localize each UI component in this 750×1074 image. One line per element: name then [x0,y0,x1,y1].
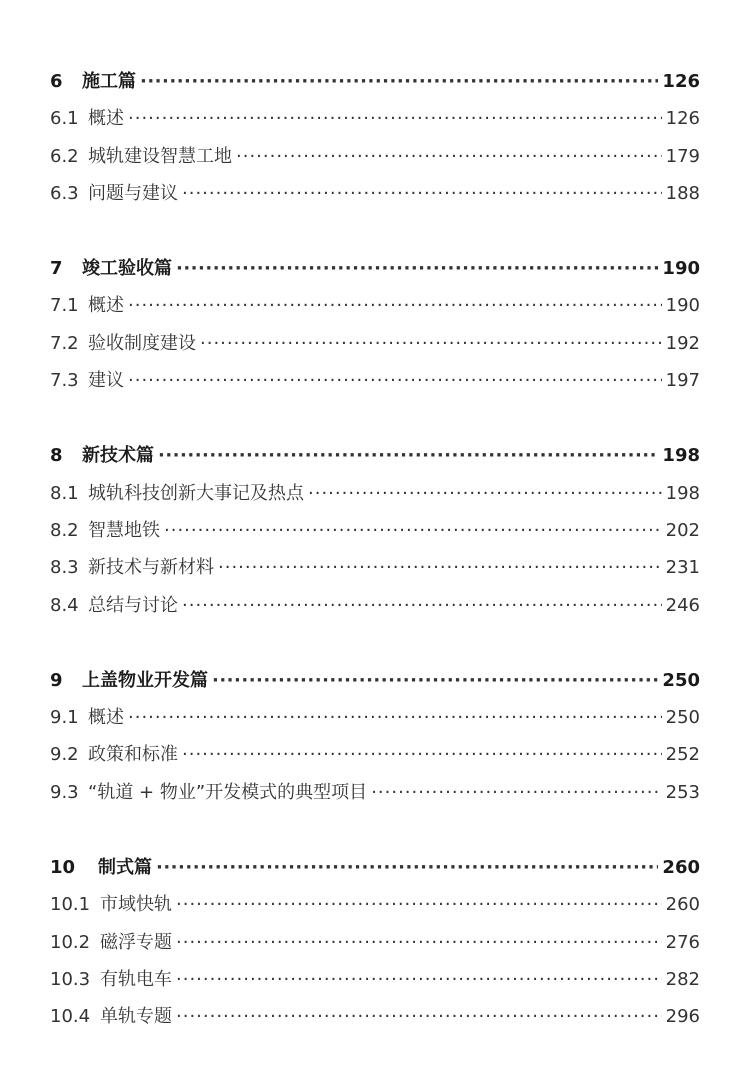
page-number: 192 [665,332,700,354]
page-number: 231 [665,557,700,579]
chapter-8 [50,437,700,623]
toc-chapter-entry[interactable] [50,250,700,287]
chapter-number: 6 [50,71,63,92]
chapter-6 [50,63,700,212]
chapter-9 [50,662,700,811]
toc-section-entry[interactable] [50,549,700,586]
dot-leader [128,287,662,324]
page-number: 246 [665,594,700,616]
table-of-contents [50,63,700,1074]
page-number: 202 [665,519,700,541]
toc-section-entry[interactable] [50,325,700,362]
toc-section-entry[interactable] [50,175,700,212]
section-number: 10.2 [50,931,91,953]
page-number: 250 [662,669,700,691]
section-number: 8.2 [50,519,79,541]
dot-leader [176,886,662,923]
toc-section-entry[interactable] [50,736,700,773]
toc-chapter-entry[interactable] [50,662,700,699]
section-number: 7.2 [50,332,79,354]
toc-section-entry[interactable] [50,961,700,998]
page-number: 250 [665,707,700,729]
toc-section-entry[interactable] [50,100,700,137]
dot-leader [176,998,662,1035]
chapter-7 [50,250,700,399]
toc-section-entry[interactable] [50,138,700,175]
chapter-title: 上盖物业开发篇 [82,669,208,691]
page-number: 126 [662,71,700,92]
chapter-title: 新技术篇 [82,445,154,467]
chapter-number: 7 [50,258,63,280]
dot-leader [182,736,662,773]
page-number: 198 [665,482,700,504]
section-title: 有轨电车 [100,968,172,990]
page-number: 260 [662,857,700,879]
toc-section-entry[interactable] [50,886,700,923]
toc-section-entry[interactable] [50,287,700,324]
section-title: 建议 [88,370,124,392]
page-number: 190 [662,258,700,280]
chapter-number: 10 [50,857,76,879]
dot-leader [128,100,662,137]
dot-leader [308,475,662,512]
section-number: 6.2 [50,145,79,167]
section-title: 智慧地铁 [88,519,160,541]
section-title: 磁浮专题 [100,931,172,953]
dot-leader [236,138,662,175]
chapter-10 [50,849,700,1035]
dot-leader [182,587,662,624]
dot-leader [176,250,658,287]
toc-section-entry[interactable] [50,362,700,399]
chapter-number: 9 [50,669,63,691]
toc-section-entry[interactable] [50,774,700,811]
dot-leader [158,437,658,474]
section-title: 概述 [88,108,124,130]
section-title: 城轨建设智慧工地 [88,145,232,167]
section-number: 7.1 [50,295,79,317]
section-title: 政策和标准 [88,744,178,766]
section-number: 10.1 [50,894,91,916]
page-number: 296 [665,1006,700,1028]
page-number: 190 [665,295,700,317]
toc-section-entry[interactable] [50,475,700,512]
dot-leader [176,924,662,961]
toc-chapter-entry[interactable] [50,849,700,886]
dot-leader [200,325,662,362]
chapter-number: 8 [50,445,63,467]
section-title: 验收制度建设 [88,332,196,354]
page-number: 276 [665,931,700,953]
section-number: 9.3 [50,781,79,803]
page-number: 252 [665,744,700,766]
section-title: 概述 [88,707,124,729]
section-number: 9.2 [50,744,79,766]
section-number: 8.1 [50,482,79,504]
toc-chapter-entry[interactable] [50,437,700,474]
dot-leader [140,63,658,100]
section-number: 10.4 [50,1006,91,1028]
section-title: 概述 [88,295,124,317]
page-number: 126 [665,108,700,130]
page-number: 197 [665,370,700,392]
dot-leader [371,774,661,811]
page-number: 179 [665,145,700,167]
page-number: 282 [665,968,700,990]
section-title: “轨道 + 物业”开发模式的典型项目 [88,781,368,803]
toc-section-entry[interactable] [50,587,700,624]
dot-leader [176,961,662,998]
section-title: 总结与讨论 [88,594,178,616]
toc-section-entry[interactable] [50,998,700,1035]
section-title: 新技术与新材料 [88,557,214,579]
toc-chapter-entry[interactable] [50,63,700,100]
toc-section-entry[interactable] [50,512,700,549]
section-title: 市域快轨 [100,894,172,916]
page-number: 253 [665,781,700,803]
dot-leader [128,699,662,736]
section-number: 8.3 [50,557,79,579]
page-number: 198 [662,445,700,467]
section-title: 单轨专题 [100,1006,172,1028]
chapter-title: 制式篇 [98,857,152,879]
dot-leader [156,849,658,886]
section-title: 城轨科技创新大事记及热点 [88,482,304,504]
section-number: 9.1 [50,707,79,729]
page-number: 188 [665,182,700,204]
toc-section-entry[interactable] [50,924,700,961]
chapter-title: 竣工验收篇 [82,258,172,280]
section-number: 8.4 [50,594,79,616]
chapter-title: 施工篇 [82,71,136,92]
dot-leader [128,362,662,399]
section-number: 6.3 [50,182,79,204]
section-number: 6.1 [50,108,79,130]
section-number: 7.3 [50,370,79,392]
section-title: 问题与建议 [88,182,178,204]
toc-section-entry[interactable] [50,699,700,736]
dot-leader [212,662,658,699]
dot-leader [164,512,662,549]
page-number: 260 [665,894,700,916]
dot-leader [218,549,662,586]
section-number: 10.3 [50,968,91,990]
dot-leader [182,175,662,212]
